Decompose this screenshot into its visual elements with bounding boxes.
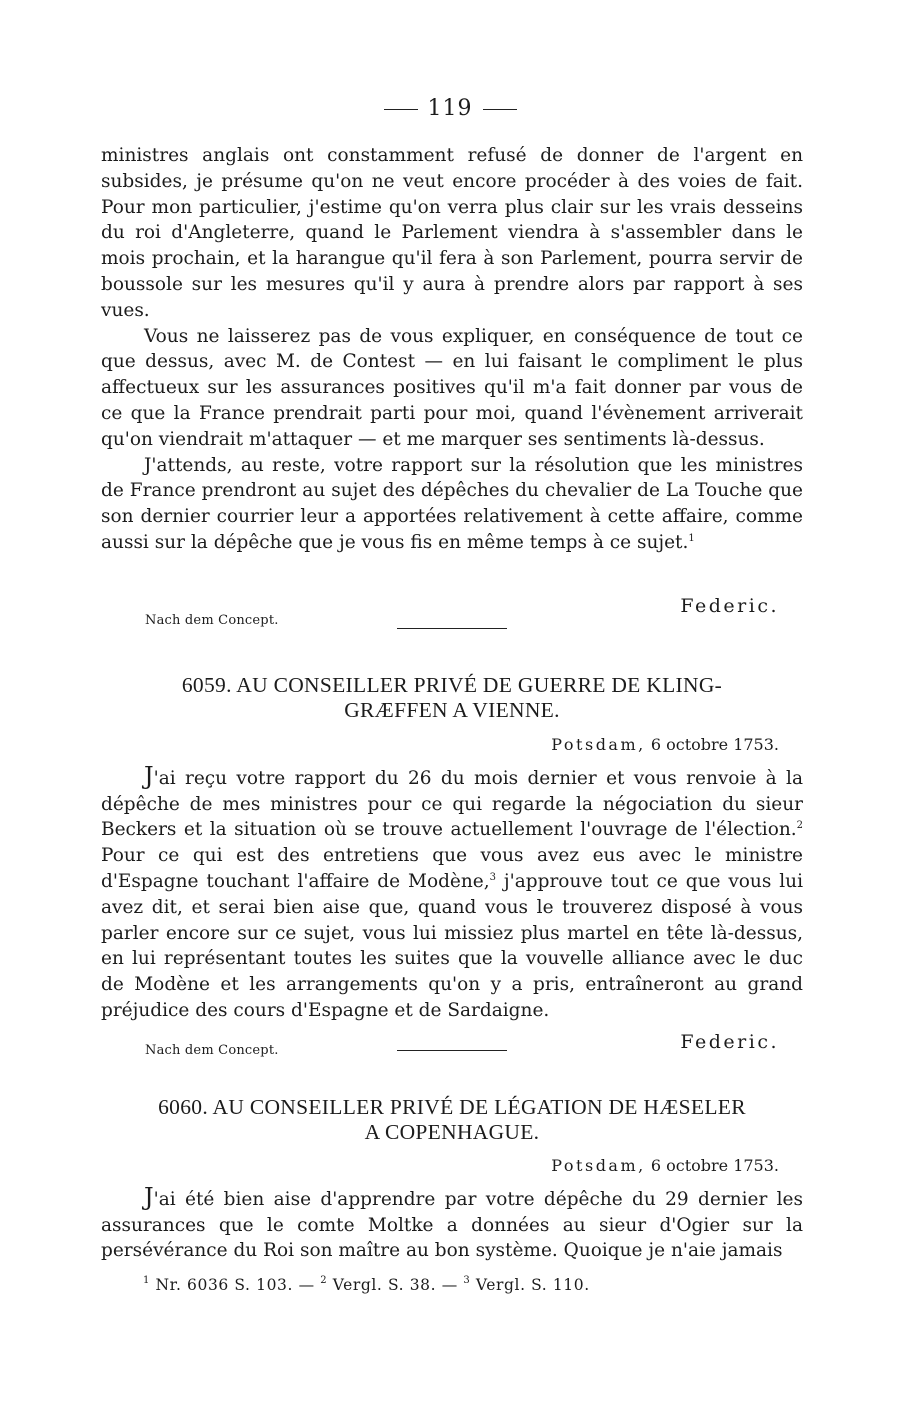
place: Potsdam, bbox=[551, 735, 646, 754]
footnote-mark: 1 bbox=[143, 1275, 150, 1286]
footnote-mark: 3 bbox=[463, 1275, 471, 1286]
page-header bbox=[0, 96, 900, 121]
paragraph-text: J'attends, au reste, votre rapport sur la résolution que les ministres de France prendront au sujet des dépêches du chevalier de La Touche que son dernier courrier leur a apportées relativement à cette affaire, comme aussi sur la dépêche que je vous fis en même temps à ce sujet. bbox=[101, 454, 803, 553]
heading-line: A COPENHAGUE. bbox=[364, 1120, 540, 1144]
concept-note: Nach dem Concept. bbox=[145, 1042, 279, 1058]
page-number: 119 bbox=[427, 96, 473, 121]
footnote-mark: 2 bbox=[320, 1275, 328, 1286]
letter-6060 bbox=[101, 1095, 803, 1264]
letter-number: 6059. bbox=[181, 673, 232, 697]
footnote-ref: 2 bbox=[796, 820, 803, 832]
heading-line: AU CONSEILLER PRIVÉ DE GUERRE DE KLING- bbox=[236, 673, 723, 697]
header-dash-left bbox=[384, 109, 418, 110]
footnote-separator: — bbox=[298, 1276, 315, 1294]
section-divider bbox=[101, 628, 803, 629]
footnote-ref: 1 bbox=[688, 532, 695, 544]
paragraph: ministres anglais ont constamment refusé de donner de l'argent en subsides, je présume qu'on ne veut encore procéder à des voies de fait. Pour mon particulier, j'estime qu'on verra plus clair sur les vrais desseins du roi d'Angleterre, quand le Parlement viendra à s'assembler dans le mois prochain, et la harangue qu'il fera à son Parlement, pourra servir de boussole sur les mesures qu'il y aura à prendre alors par rapport à ses vues. bbox=[101, 145, 803, 321]
letter-number: 6060. bbox=[158, 1095, 208, 1119]
letter-6059 bbox=[101, 673, 803, 1058]
signature: Federic. bbox=[680, 595, 779, 617]
date: 6 octobre 1753. bbox=[650, 1156, 779, 1175]
signature-block bbox=[101, 594, 803, 628]
footnote-ref: 3 bbox=[489, 871, 496, 883]
place: Potsdam, bbox=[551, 1156, 646, 1175]
paragraph bbox=[101, 761, 803, 1024]
signature: Federic. bbox=[680, 1030, 779, 1053]
paragraph-text: 'ai été bien aise d'apprendre par votre dépêche du 29 dernier les assurances que le comte Moltke a données au sieur d'Ogier sur la persévérance du Roi son maître au bon système. Quoique je n'aie jamais bbox=[101, 1188, 803, 1262]
section-divider bbox=[101, 1050, 803, 1051]
dropcap: J bbox=[144, 1182, 154, 1211]
dropcap: J bbox=[144, 761, 154, 790]
paragraph bbox=[101, 453, 803, 556]
letter-6058-continuation bbox=[101, 143, 803, 556]
place-date bbox=[101, 732, 803, 758]
footnotes bbox=[143, 1276, 590, 1294]
paragraph: Vous ne laisserez pas de vous expliquer, en conséquence de tout ce que dessus, avec M. de Contest — en lui faisant le compliment le plus affectueux sur les assurances positives qu'il m'a fait donner par vous de ce que la France prendrait parti pour moi, quand l'évènement arriverait qu'on viendrait m'attaquer — et me marquer ses sentiments là-dessus. bbox=[101, 325, 803, 450]
heading-line: AU CONSEILLER PRIVÉ DE LÉGATION DE HÆSELER bbox=[212, 1095, 746, 1119]
footnote: Vergl. S. 110. bbox=[475, 1276, 590, 1294]
letter-heading bbox=[101, 673, 803, 723]
place-date bbox=[101, 1153, 803, 1179]
date: 6 octobre 1753. bbox=[650, 735, 779, 754]
letter-heading bbox=[101, 1095, 803, 1145]
paragraph-text: Pour ce qui est des entretiens que vous avez eus avec le ministre d'Espagne touchant l'affaire de Modène, bbox=[101, 845, 803, 892]
heading-line: GRÆFFEN A VIENNE. bbox=[344, 698, 560, 722]
header-dash-right bbox=[483, 109, 517, 110]
footnote: Nr. 6036 S. 103. bbox=[155, 1276, 294, 1294]
footnote-separator: — bbox=[441, 1276, 458, 1294]
footnote: Vergl. S. 38. bbox=[332, 1276, 437, 1294]
paragraph bbox=[101, 1182, 803, 1264]
paragraph-text: j'approuve tout ce que vous lui avez dit, et serai bien aise que, quand vous le trouverez disposé à vous parler encore sur ce sujet, vous lui missiez plus martel en tête là-dessus, en lui représentant toutes les suites que la vouvelle alliance avec le duc de Modène et les arrangements qu'on y a pris, entraîneront au grand préjudice des cours d'Espagne et de Sardaigne. bbox=[101, 870, 803, 1021]
paragraph-text: 'ai reçu votre rapport du 26 du mois dernier et vous renvoie à la dépêche de mes ministres pour ce qui regarde la négociation du sieur Beckers et la situation où se trouve actuellement l'ouvrage de l'élection. bbox=[101, 767, 803, 841]
concept-note: Nach dem Concept. bbox=[145, 613, 279, 628]
